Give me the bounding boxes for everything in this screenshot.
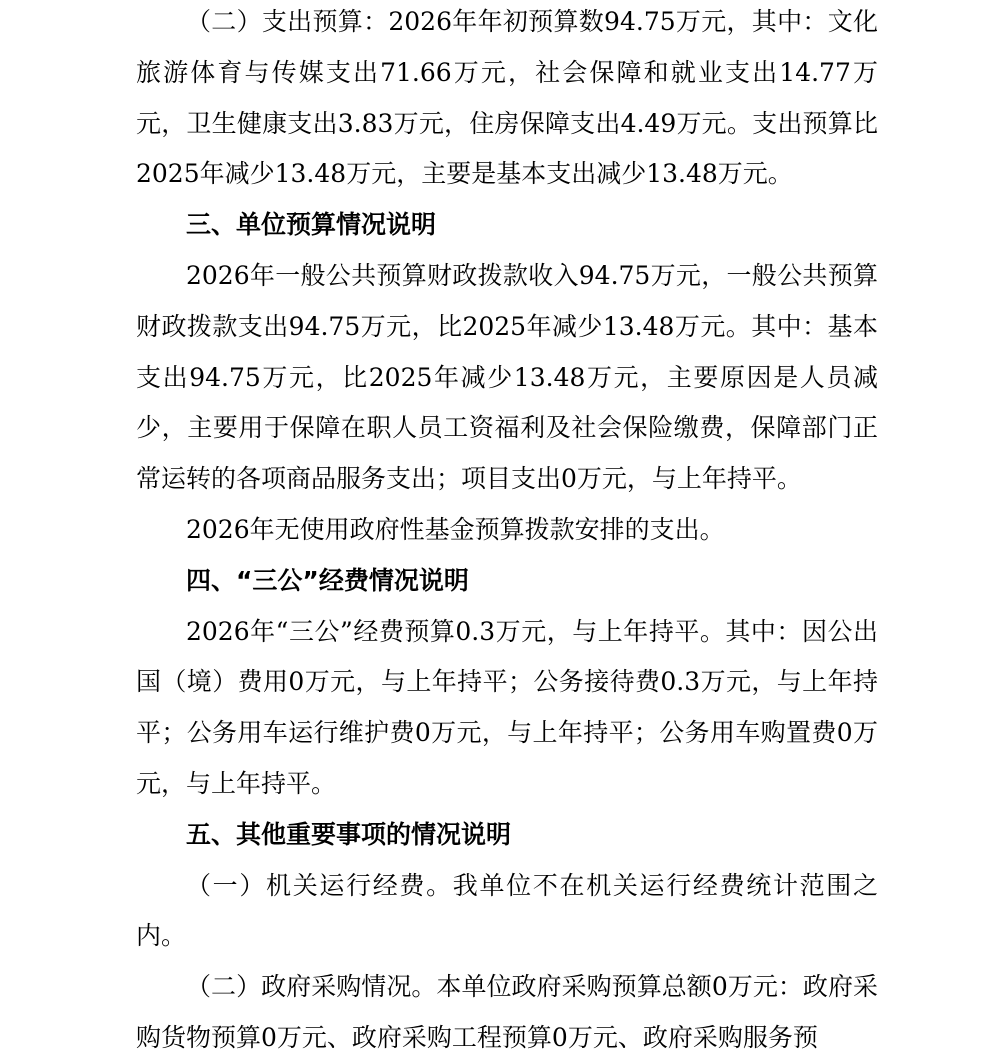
three-public-paragraph: 2026年“三公”经费预算0.3万元，与上年持平。其中：因公出国（境）费用0万元，与上年持平；公务接待费0.3万元，与上年持平；公务用车运行维护费0万元，与上年持平；公务用车购置费0万元，与上年持平。 — [136, 616, 878, 798]
expenditure-budget-paragraph: （二）支出预算：2026年年初预算数94.75万元，其中：文化旅游体育与传媒支出71.66万元，社会保障和就业支出14.77万元，卫生健康支出3.83万元，住房保障支出4.49万元。支出预算比2025年减少13.48万元，主要是基本支出减少13.48万元。 — [136, 7, 878, 189]
operating-expense-paragraph: （一）机关运行经费。我单位不在机关运行经费统计范围之内。 — [136, 870, 878, 951]
unit-budget-paragraph: 2026年一般公共预算财政拨款收入94.75万元，一般公共预算财政拨款支出94.75万元，比2025年减少13.48万元。其中：基本支出94.75万元，比2025年减少13.48万元，主要原因是人员减少，主要用于保障在职人员工资福利及社会保险缴费，保障部门正常运转的各项商品服务支出；项目支出0万元，与上年持平。 — [136, 260, 878, 494]
government-fund-paragraph: 2026年无使用政府性基金预算拨款安排的支出。 — [186, 514, 725, 544]
section-heading-three-public: 四、“三公”经费情况说明 — [186, 565, 469, 595]
section-heading-unit-budget: 三、单位预算情况说明 — [186, 210, 437, 240]
section-heading-other-matters: 五、其他重要事项的情况说明 — [186, 819, 512, 849]
document-page — [136, 0, 878, 1064]
procurement-paragraph: （二）政府采购情况。本单位政府采购预算总额0万元：政府采购货物预算0万元、政府采购工程预算0万元、政府采购服务预 — [136, 972, 878, 1052]
